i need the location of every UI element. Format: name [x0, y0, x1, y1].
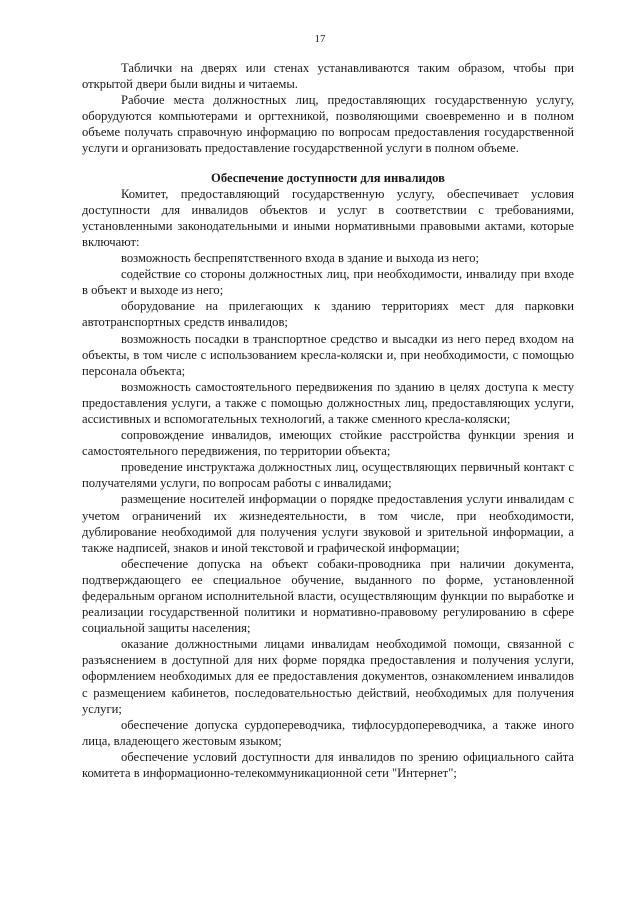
page-number: 17 — [314, 33, 326, 45]
list-item: обеспечение допуска на объект собаки-проводника при наличии документа, подтверждающего ее специальное обучение, выданного по форме, установленной федеральным органом исполнительной власти, осуществляющим функции по выработке и реализации государственной политики и нормативно-правовому регулированию в сфере социальной защиты населения; — [82, 556, 574, 636]
list-item: оказание должностными лицами инвалидам необходимой помощи, связанной с разъяснением в доступной для них форме порядка предоставления и получения услуги, оформлением необходимых для ее предоставления документов, ознакомлением инвалидов с размещением кабинетов, последовательностью действий, необходимых для получения услуги; — [82, 637, 574, 716]
paragraph: Таблички на дверях или стенах устанавливаются таким образом, чтобы при открытой двери были видны и читаемы. — [82, 61, 574, 92]
list-item: возможность посадки в транспортное средство и высадки из него перед входом на объекты, в том числе с использованием кресла-коляски и, при необходимости, с помощью персонала объекта; — [82, 331, 574, 378]
list-item: возможность самостоятельного передвижения по зданию в целях доступа к месту предоставления услуги, а также с помощью должностных лиц, предоставляющих услуги, ассистивных и вспомогательных технологий, а также сменного кресла-коляски; — [82, 379, 574, 426]
page-content — [82, 60, 574, 781]
list-item: обеспечение допуска сурдопереводчика, тифлосурдопереводчика, а также иного лица, владеющего жестовым языком; — [82, 717, 574, 748]
list-item: возможность беспрепятственного входа в здание и выхода из него; — [121, 251, 480, 266]
list-item: оборудование на прилегающих к зданию территориях мест для парковки автотранспортных средств инвалидов; — [82, 299, 574, 330]
list-item: размещение носителей информации о порядке предоставления услуги инвалидам с учетом ограничений их жизнедеятельности, в том числе, при необходимости, дублирование необходимой для получения услуги звуковой и зрительной информации, а также надписей, знаков и иной текстовой и графической информации; — [82, 492, 574, 555]
paragraph: Рабочие места должностных лиц, предоставляющих государственную услугу, оборудуются компьютерами и оргтехникой, позволяющими своевременно и в полном объеме получать справочную информацию по вопросам предоставления государственной услуги и организовать предоставление государственной услуги в полном объеме. — [82, 93, 574, 156]
list-item: обеспечение условий доступности для инвалидов по зрению официального сайта комитета в информационно-телекоммуникационной сети "Интернет"; — [82, 749, 574, 781]
list-item: содействие со стороны должностных лиц, при необходимости, инвалиду при входе в объект и выходе из него; — [82, 267, 574, 298]
paragraph: Комитет, предоставляющий государственную услугу, обеспечивает условия доступности для инвалидов объектов и услуг в соответствии с требованиями, установленными законодательными и иными нормативными правовыми актами, которые включают: — [82, 186, 574, 249]
list-item: сопровождение инвалидов, имеющих стойкие расстройства функции зрения и самостоятельного передвижения, по территории объекта; — [82, 428, 574, 459]
section-heading: Обеспечение доступности для инвалидов — [211, 170, 445, 185]
list-item: проведение инструктажа должностных лиц, осуществляющих первичный контакт с получателями услуги, по вопросам работы с инвалидами; — [82, 460, 574, 491]
